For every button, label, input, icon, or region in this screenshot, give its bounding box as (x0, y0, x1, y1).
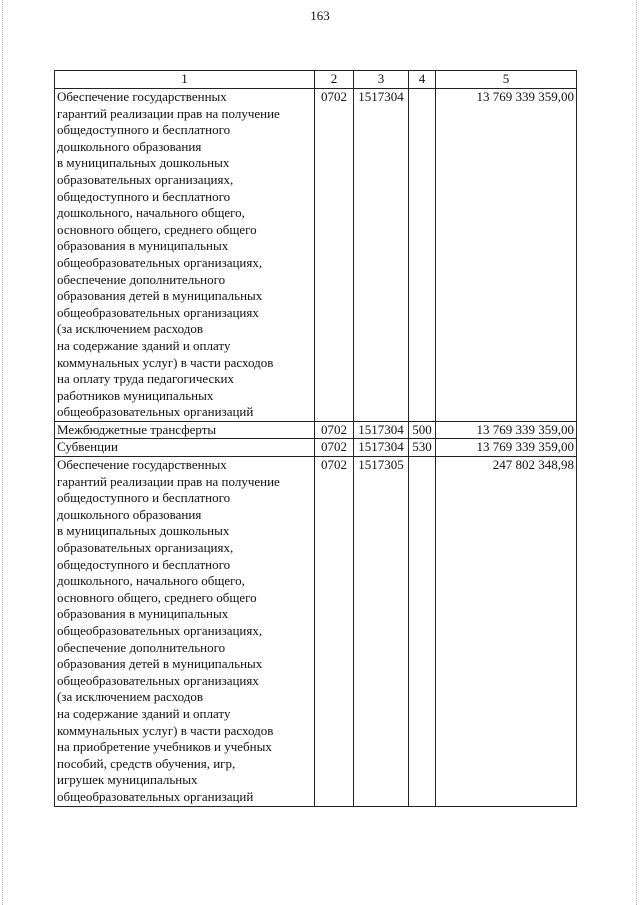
description-line: общеобразовательных организаций (57, 404, 254, 420)
description-line: общедоступного и бесплатного (57, 188, 231, 204)
description-line: игрушек муниципальных (57, 772, 198, 788)
description-line: общеобразовательных организациях, (57, 254, 263, 270)
amount: 247 802 348,98 (436, 457, 577, 806)
amount: 13 769 339 359,00 (436, 439, 577, 457)
description-line: образования детей в муниципальных (57, 288, 263, 304)
description-line: гарантий реализации прав на получение (57, 105, 280, 121)
description-line: коммунальных услуг) в части расходов (57, 722, 274, 738)
amount: 13 769 339 359,00 (436, 89, 577, 422)
description-line: образования в муниципальных (57, 606, 229, 622)
table-header (55, 71, 577, 89)
description-line: дошкольного, начального общего, (57, 205, 245, 221)
description-line: обеспечение дополнительного (57, 639, 226, 655)
page-number: 163 (310, 8, 330, 23)
description-line: Обеспечение государственных (57, 89, 227, 104)
table-body (55, 89, 577, 807)
row-description (55, 457, 315, 806)
header-col-5: 5 (436, 71, 577, 89)
description-line: образовательных организациях, (57, 171, 234, 187)
description-line: работников муниципальных (57, 387, 214, 403)
description-line: на оплату труда педагогических (57, 371, 235, 387)
row-description (55, 89, 315, 422)
description-line: общеобразовательных организаций (57, 788, 254, 804)
section-code: 0702 (315, 89, 354, 422)
description-line: общеобразовательных организациях (57, 304, 259, 320)
description-line: обеспечение дополнительного (57, 271, 226, 287)
description-line: основного общего, среднего общего (57, 589, 257, 605)
description-line: (за исключением расходов (57, 321, 203, 337)
description-line: общедоступного и бесплатного (57, 556, 231, 572)
header-row (55, 71, 577, 89)
description-line: основного общего, среднего общего (57, 221, 257, 237)
amount: 13 769 339 359,00 (436, 421, 577, 439)
header-col-2: 2 (315, 71, 354, 89)
expense-type-code: 530 (409, 439, 436, 457)
description-line: общедоступного и бесплатного (57, 122, 231, 138)
scan-edge-right (636, 0, 637, 905)
description-line: на содержание зданий и оплату (57, 705, 231, 721)
expense-type-code (409, 457, 436, 806)
row-description (55, 439, 315, 457)
row-description (55, 421, 315, 439)
description-line: образования детей в муниципальных (57, 656, 263, 672)
description-line: пособий, средств обучения, игр, (57, 755, 236, 771)
expense-type-code: 500 (409, 421, 436, 439)
description-line: общеобразовательных организациях, (57, 623, 263, 638)
header-col-1: 1 (55, 71, 315, 89)
description-line: в муниципальных дошкольных (57, 155, 230, 171)
description-line: в муниципальных дошкольных (57, 523, 230, 539)
description-line: общеобразовательных организациях (57, 672, 259, 688)
description-line: дошкольного образования (57, 138, 202, 154)
description-line: коммунальных услуг) в части расходов (57, 354, 274, 370)
description-line: образовательных организациях, (57, 540, 234, 556)
target-article-code: 1517304 (354, 89, 409, 422)
description-line: Субвенции (57, 439, 118, 455)
description-line: Межбюджетные трансферты (57, 421, 217, 437)
section-code: 0702 (315, 457, 354, 806)
section-code: 0702 (315, 421, 354, 439)
description-line: на содержание зданий и оплату (57, 337, 231, 353)
table-row (55, 421, 577, 439)
target-article-code: 1517304 (354, 421, 409, 439)
table-row (55, 457, 577, 806)
budget-table (54, 70, 577, 807)
header-col-3: 3 (354, 71, 409, 89)
table-row (55, 89, 577, 422)
target-article-code: 1517304 (354, 439, 409, 457)
description-line: дошкольного, начального общего, (57, 573, 245, 589)
section-code: 0702 (315, 439, 354, 457)
scan-edge-left (2, 0, 3, 905)
description-line: Обеспечение государственных (57, 457, 227, 473)
expense-type-code (409, 89, 436, 422)
header-col-4: 4 (409, 71, 436, 89)
description-line: общедоступного и бесплатного (57, 490, 231, 506)
description-line: гарантий реализации прав на получение (57, 473, 280, 489)
description-line: (за исключением расходов (57, 689, 203, 705)
description-line: образования в муниципальных (57, 238, 229, 254)
target-article-code: 1517305 (354, 457, 409, 806)
description-line: дошкольного образования (57, 506, 202, 522)
table-row (55, 439, 577, 457)
description-line: на приобретение учебников и учебных (57, 739, 272, 755)
